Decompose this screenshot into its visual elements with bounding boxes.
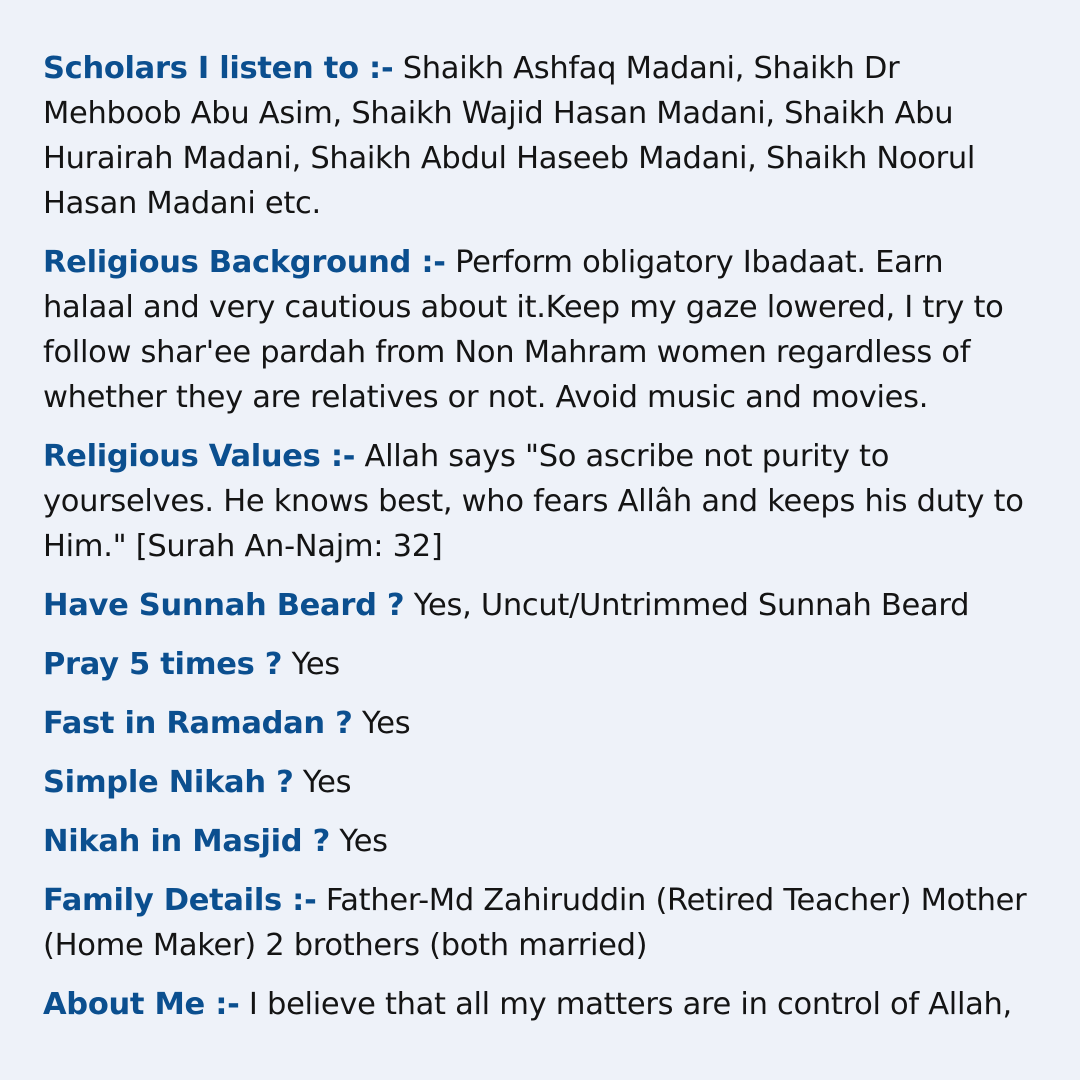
- simple-nikah-entry: [43, 760, 1040, 805]
- religious-values-label: Religious Values :-: [43, 439, 356, 474]
- pray-five-times-entry: [43, 642, 1040, 687]
- religious-background-label: Religious Background :-: [43, 245, 446, 280]
- about-me-value: I believe that all my matters are in control of Allah,: [248, 987, 1012, 1022]
- pray-five-times-value: Yes: [291, 647, 340, 682]
- simple-nikah-value: Yes: [302, 765, 352, 800]
- fast-ramadan-entry: [43, 701, 1040, 746]
- nikah-masjid-value: Yes: [339, 824, 388, 859]
- sunnah-beard-value: Yes, Uncut/Untrimmed Sunnah Beard: [413, 588, 970, 623]
- simple-nikah-label: Simple Nikah ?: [43, 765, 294, 800]
- religious-values-value: Allah says "So ascribe not purity to yourselves. He knows best, who fears Allâh and keeps his duty to Him." [Surah An-Najm: 32]: [43, 439, 1024, 564]
- scholars-label: Scholars I listen to :-: [43, 51, 394, 86]
- sunnah-beard-entry: [43, 583, 1040, 628]
- religious-background-entry: [43, 240, 1040, 420]
- nikah-masjid-entry: [43, 819, 1040, 864]
- nikah-masjid-label: Nikah in Masjid ?: [43, 824, 331, 859]
- family-details-label: Family Details :-: [43, 883, 317, 918]
- pray-five-times-label: Pray 5 times ?: [43, 647, 283, 682]
- sunnah-beard-label: Have Sunnah Beard ?: [43, 588, 405, 623]
- about-me-entry: [43, 982, 1040, 1027]
- scholars-value: Shaikh Ashfaq Madani, Shaikh Dr Mehboob Abu Asim, Shaikh Wajid Hasan Madani, Shaikh Abu Hurairah Madani, Shaikh Abdul Haseeb Madani, Shaikh Noorul Hasan Madani etc.: [43, 51, 976, 221]
- fast-ramadan-label: Fast in Ramadan ?: [43, 706, 353, 741]
- family-details-value: Father-Md Zahiruddin (Retired Teacher) Mother (Home Maker) 2 brothers (both married): [43, 883, 1027, 963]
- scholars-entry: [43, 46, 1040, 226]
- religious-background-value: Perform obligatory Ibadaat. Earn halaal and very cautious about it.Keep my gaze lowered, I try to follow shar'ee pardah from Non Mahram women regardless of whether they are relatives or not. Avoid music and movies.: [43, 245, 1004, 415]
- religious-values-entry: [43, 434, 1040, 569]
- family-details-entry: [43, 878, 1040, 968]
- about-me-label: About Me :-: [43, 987, 240, 1022]
- fast-ramadan-value: Yes: [361, 706, 411, 741]
